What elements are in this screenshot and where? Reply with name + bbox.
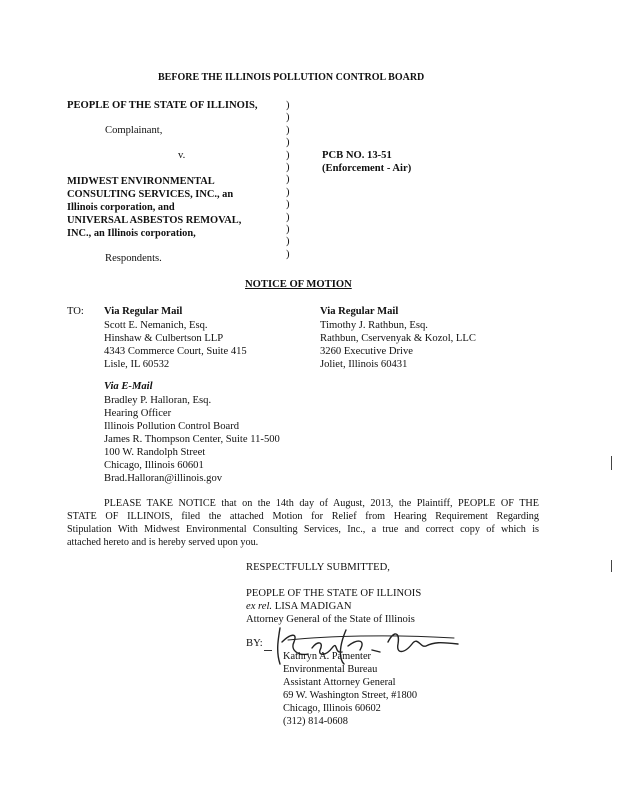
address-line: Hinshaw & Culbertson LLP bbox=[104, 333, 224, 344]
right-recipient-method: Via Regular Mail bbox=[320, 306, 399, 317]
respondents-label: Respondents. bbox=[105, 253, 162, 264]
signatory-line: Chicago, Illinois 60602 bbox=[283, 703, 381, 714]
notice-title: NOTICE OF MOTION bbox=[245, 279, 352, 290]
body-line-2: STATE OF ILLINOIS, filed the attached Motion for Relief from Hearing Requirement Regarding bbox=[67, 511, 539, 522]
defendant-line: MIDWEST ENVIRONMENTAL bbox=[67, 176, 215, 187]
caption-parentheses bbox=[286, 100, 294, 261]
address-line: Chicago, Illinois 60601 bbox=[104, 460, 204, 471]
email-recipient-address bbox=[104, 394, 280, 485]
address-line: Illinois Pollution Control Board bbox=[104, 421, 240, 432]
defendant-line: UNIVERSAL ASBESTOS REMOVAL, bbox=[67, 215, 242, 226]
case-number: PCB NO. 13-51 bbox=[322, 150, 392, 161]
signatory-block bbox=[283, 650, 417, 728]
email-address: Brad.Halloran@illinois.gov bbox=[104, 473, 223, 484]
paren: ) bbox=[286, 137, 290, 149]
address-line: Timothy J. Rathbun, Esq. bbox=[320, 320, 428, 331]
paren: ) bbox=[286, 174, 290, 186]
case-type: (Enforcement - Air) bbox=[322, 163, 412, 174]
paren: ) bbox=[286, 124, 290, 136]
ag-title: Attorney General of the State of Illinois bbox=[246, 614, 415, 625]
paren: ) bbox=[286, 100, 290, 111]
signatory-line: Kathryn A. Pamenter bbox=[283, 651, 372, 662]
body-line-3: Stipulation With Midwest Environmental Consulting Services, Inc., a true and correct copy of which is bbox=[67, 524, 539, 535]
address-line: 100 W. Randolph Street bbox=[104, 447, 206, 458]
address-line: Rathbun, Cservenyak & Kozol, LLC bbox=[320, 333, 476, 344]
by-label: BY: bbox=[246, 638, 263, 649]
left-recipient-address bbox=[104, 319, 247, 371]
paren: ) bbox=[286, 248, 290, 260]
address-line: James R. Thompson Center, Suite 11-500 bbox=[104, 434, 280, 445]
body-line-1: PLEASE TAKE NOTICE that on the 14th day of August, 2013, the Plaintiff, PEOPLE OF THE bbox=[104, 498, 539, 509]
left-recipient-method: Via Regular Mail bbox=[104, 306, 183, 317]
paren: ) bbox=[286, 199, 290, 211]
signatory-line: Environmental Bureau bbox=[283, 664, 378, 675]
scan-edge-mark bbox=[611, 456, 612, 470]
address-line: Hearing Officer bbox=[104, 408, 172, 419]
signatory-phone: (312) 814-0608 bbox=[283, 716, 348, 727]
party-name: PEOPLE OF THE STATE OF ILLINOIS bbox=[246, 588, 422, 599]
scan-edge-mark bbox=[611, 560, 612, 572]
defendants-block bbox=[67, 175, 241, 240]
plaintiff-name: PEOPLE OF THE STATE OF ILLINOIS, bbox=[67, 100, 258, 111]
right-recipient-address bbox=[320, 319, 476, 371]
versus-label: v. bbox=[178, 150, 186, 161]
signatory-line: Assistant Attorney General bbox=[283, 677, 396, 688]
body-line-4: attached hereto and is hereby served upon you. bbox=[67, 537, 259, 548]
defendant-line: CONSULTING SERVICES, INC., an bbox=[67, 189, 234, 200]
to-label: TO: bbox=[67, 306, 84, 317]
paren: ) bbox=[286, 162, 290, 174]
signatory-line: 69 W. Washington Street, #1800 bbox=[283, 690, 418, 701]
paren: ) bbox=[286, 224, 290, 236]
paren: ) bbox=[286, 149, 290, 161]
ex-rel-label: ex rel. bbox=[246, 601, 273, 612]
complainant-label: Complainant, bbox=[105, 125, 163, 136]
document-title: BEFORE THE ILLINOIS POLLUTION CONTROL BOARD bbox=[158, 72, 425, 83]
address-line: 4343 Commerce Court, Suite 415 bbox=[104, 346, 247, 357]
email-recipient-method: Via E-Mail bbox=[104, 381, 153, 392]
address-line: Joliet, Illinois 60431 bbox=[320, 359, 408, 370]
closing: RESPECTFULLY SUBMITTED, bbox=[246, 562, 390, 573]
paren: ) bbox=[286, 186, 290, 198]
ex-rel-line bbox=[246, 601, 352, 614]
address-line: Scott E. Nemanich, Esq. bbox=[104, 320, 208, 331]
address-line: Bradley P. Halloran, Esq. bbox=[104, 395, 212, 406]
defendant-line: INC., an Illinois corporation, bbox=[67, 228, 196, 239]
ag-name: LISA MADIGAN bbox=[274, 601, 352, 612]
paren: ) bbox=[286, 112, 290, 124]
defendant-line: Illinois corporation, and bbox=[67, 202, 175, 213]
address-line: Lisle, IL 60532 bbox=[104, 359, 170, 370]
paren: ) bbox=[286, 236, 290, 248]
paren: ) bbox=[286, 211, 290, 223]
address-line: 3260 Executive Drive bbox=[320, 346, 413, 357]
